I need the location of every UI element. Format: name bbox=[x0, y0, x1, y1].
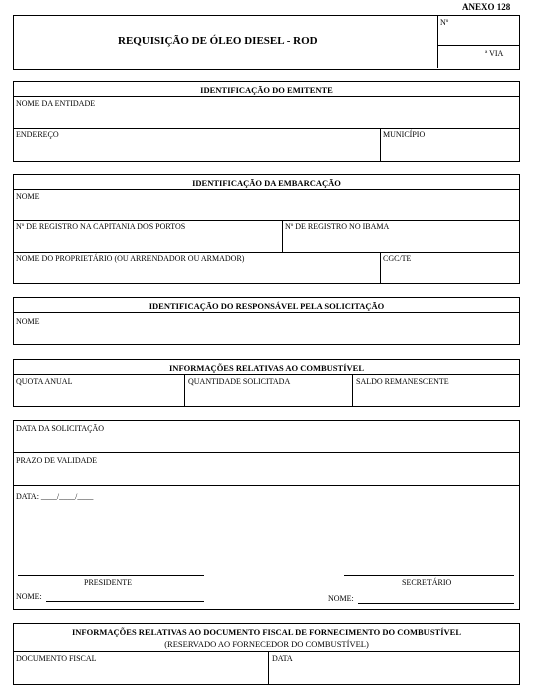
president-label: PRESIDENTE bbox=[84, 578, 132, 587]
requested-quantity-label: QUANTIDADE SOLICITADA bbox=[188, 377, 291, 386]
annex-label: ANEXO 128 bbox=[462, 2, 511, 12]
secretary-name-line bbox=[358, 603, 514, 604]
validity-label: PRAZO DE VALIDADE bbox=[16, 456, 98, 465]
ibama-registry-label: Nº DE REGISTRO NO IBAMA bbox=[285, 222, 390, 231]
emitter-section bbox=[13, 81, 520, 162]
entity-name-label: NOME DA ENTIDADE bbox=[16, 99, 96, 108]
cgc-label: CGC/TE bbox=[383, 254, 412, 263]
vessel-section bbox=[13, 174, 520, 284]
fuel-section bbox=[13, 359, 520, 407]
number-field-label: Nº bbox=[440, 18, 449, 27]
title-block bbox=[13, 15, 520, 70]
secretary-name-label: NOME: bbox=[328, 594, 354, 603]
responsible-section bbox=[13, 297, 520, 345]
president-name-label: NOME: bbox=[16, 592, 42, 601]
secretary-signature-line bbox=[344, 575, 514, 576]
fuel-header: INFORMAÇÕES RELATIVAS AO COMBUSTÍVEL bbox=[169, 363, 364, 373]
approval-date-label: DATA: ____/____/____ bbox=[16, 492, 94, 501]
responsible-header: IDENTIFICAÇÃO DO RESPONSÁVEL PELA SOLICITAÇÃO bbox=[148, 301, 385, 311]
via-field-label: ª VIA bbox=[485, 49, 504, 58]
fiscal-date-label: DATA bbox=[272, 654, 293, 663]
form-title: REQUISIÇÃO DE ÓLEO DIESEL - ROD bbox=[118, 35, 318, 47]
president-name-line bbox=[46, 601, 204, 602]
address-label: ENDEREÇO bbox=[16, 130, 59, 139]
remaining-balance-label: SALDO REMANESCENTE bbox=[356, 377, 449, 386]
owner-name-label: NOME DO PROPRIETÁRIO (OU ARRENDADOR OU ARMADOR) bbox=[16, 254, 245, 263]
fiscal-header: INFORMAÇÕES RELATIVAS AO DOCUMENTO FISCAL DE FORNECIMENTO DO COMBUSTÍVEL bbox=[71, 627, 461, 637]
vessel-header: IDENTIFICAÇÃO DA EMBARCAÇÃO bbox=[192, 178, 341, 188]
annual-quota-label: QUOTA ANUAL bbox=[16, 377, 73, 386]
vessel-name-label: NOME bbox=[16, 192, 40, 201]
responsible-name-label: NOME bbox=[16, 317, 40, 326]
request-date-label: DATA DA SOLICITAÇÃO bbox=[16, 424, 105, 433]
fiscal-subheader: (RESERVADO AO FORNECEDOR DO COMBUSTÍVEL) bbox=[164, 639, 369, 649]
request-section bbox=[13, 420, 520, 610]
president-signature-line bbox=[18, 575, 204, 576]
emitter-header: IDENTIFICAÇÃO DO EMITENTE bbox=[200, 85, 333, 95]
fiscal-section bbox=[13, 623, 520, 685]
fiscal-document-label: DOCUMENTO FISCAL bbox=[16, 654, 97, 663]
municipality-label: MUNICÍPIO bbox=[383, 130, 426, 139]
secretary-label: SECRETÁRIO bbox=[402, 578, 452, 587]
port-registry-label: Nº DE REGISTRO NA CAPITANIA DOS PORTOS bbox=[16, 222, 186, 231]
